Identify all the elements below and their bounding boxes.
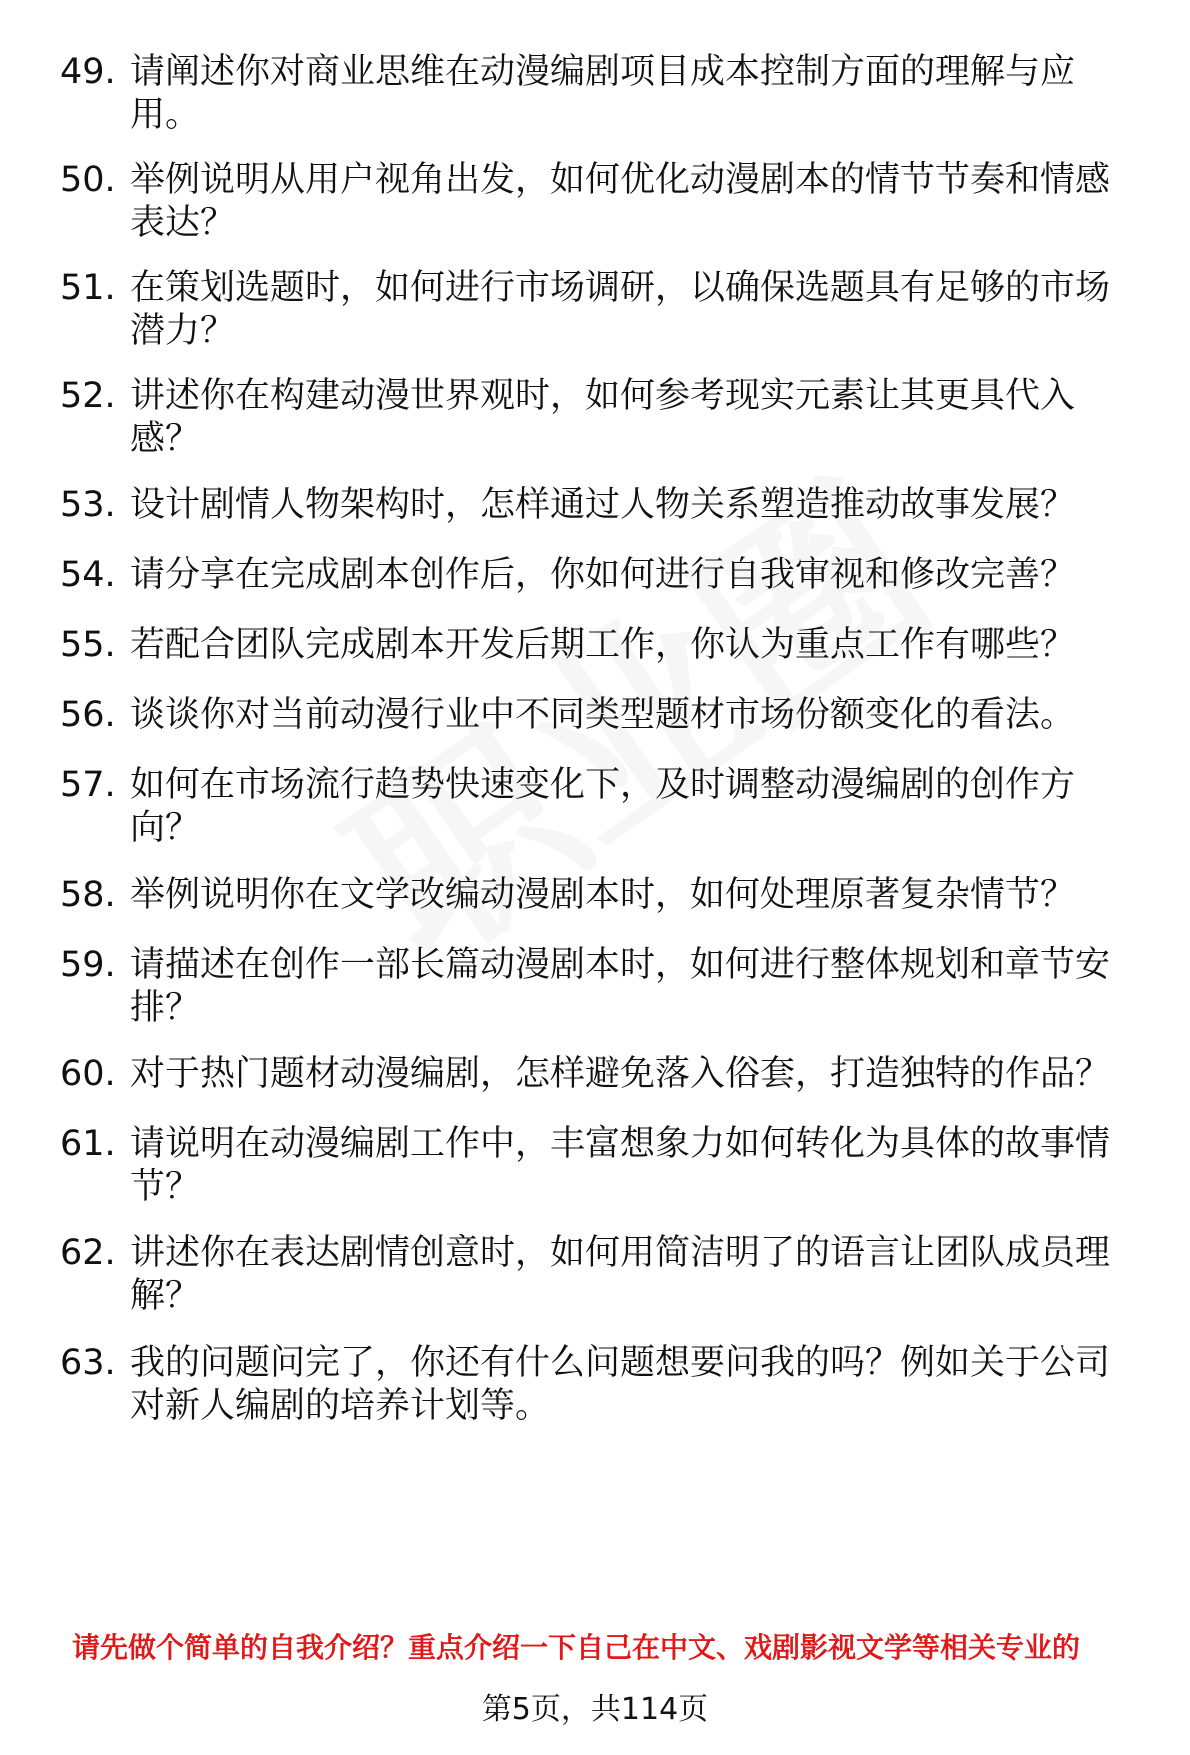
question-number: 54. (60, 555, 116, 595)
question-text: 请阐述你对商业思维在动漫编剧项目成本控制方面的理解与应用。 (130, 52, 1076, 135)
question-number: 61. (60, 1124, 116, 1164)
question-number: 58. (60, 875, 116, 915)
list-item (60, 484, 1150, 527)
list-item (60, 267, 1150, 353)
question-number: 55. (60, 625, 116, 665)
question-text: 举例说明你在文学改编动漫剧本时，如何处理原著复杂情节？ (130, 875, 1076, 915)
question-text: 举例说明从用户视角出发，如何优化动漫剧本的情节节奏和情感表达？ (130, 160, 1111, 243)
question-text: 如何在市场流行趋势快速变化下，及时调整动漫编剧的创作方向？ (130, 765, 1076, 848)
question-text: 请说明在动漫编剧工作中，丰富想象力如何转化为具体的故事情节？ (130, 1124, 1111, 1207)
list-item (60, 375, 1150, 461)
list-item (60, 694, 1150, 737)
list-item (60, 1123, 1150, 1209)
question-text: 请描述在创作一部长篇动漫剧本时，如何进行整体规划和章节安排？ (130, 945, 1111, 1028)
question-number: 56. (60, 695, 116, 735)
list-item (60, 764, 1150, 850)
question-text: 谈谈你对当前动漫行业中不同类型题材市场份额变化的看法。 (130, 695, 1076, 735)
question-text: 请分享在完成剧本创作后，你如何进行自我审视和修改完善？ (130, 555, 1076, 595)
next-page-question-preview: 请先做个简单的自我介绍？重点介绍一下自己在中文、戏剧影视文学等相关专业的 (72, 1631, 1081, 1664)
list-item (60, 944, 1150, 1030)
question-text: 讲述你在构建动漫世界观时，如何参考现实元素让其更具代入感？ (130, 376, 1076, 459)
question-number: 60. (60, 1054, 116, 1094)
list-item (60, 51, 1150, 137)
question-number: 57. (60, 765, 116, 805)
question-text: 讲述你在表达剧情创意时，如何用简洁明了的语言让团队成员理解？ (130, 1233, 1111, 1316)
list-item (60, 874, 1150, 917)
question-number: 49. (60, 52, 116, 92)
question-number: 51. (60, 268, 116, 308)
question-number: 63. (60, 1343, 116, 1383)
question-text: 在策划选题时，如何进行市场调研，以确保选题具有足够的市场潜力？ (130, 268, 1111, 351)
question-text: 设计剧情人物架构时，怎样通过人物关系塑造推动故事发展？ (130, 485, 1076, 525)
list-item (60, 1342, 1150, 1428)
list-item (60, 159, 1150, 245)
question-number: 62. (60, 1233, 116, 1273)
list-item (60, 554, 1150, 597)
list-item (60, 1053, 1150, 1096)
question-number: 53. (60, 485, 116, 525)
question-text: 对于热门题材动漫编剧，怎样避免落入俗套，打造独特的作品？ (130, 1054, 1111, 1094)
question-text: 若配合团队完成剧本开发后期工作，你认为重点工作有哪些？ (130, 625, 1076, 665)
page-number: 第5页，共114页 (481, 1692, 709, 1727)
question-number: 59. (60, 945, 116, 985)
question-number: 50. (60, 160, 116, 200)
question-text: 我的问题问完了，你还有什么问题想要问我的吗？例如关于公司对新人编剧的培养计划等。 (130, 1343, 1111, 1426)
question-number: 52. (60, 376, 116, 416)
list-item (60, 1232, 1150, 1318)
list-item (60, 624, 1150, 667)
